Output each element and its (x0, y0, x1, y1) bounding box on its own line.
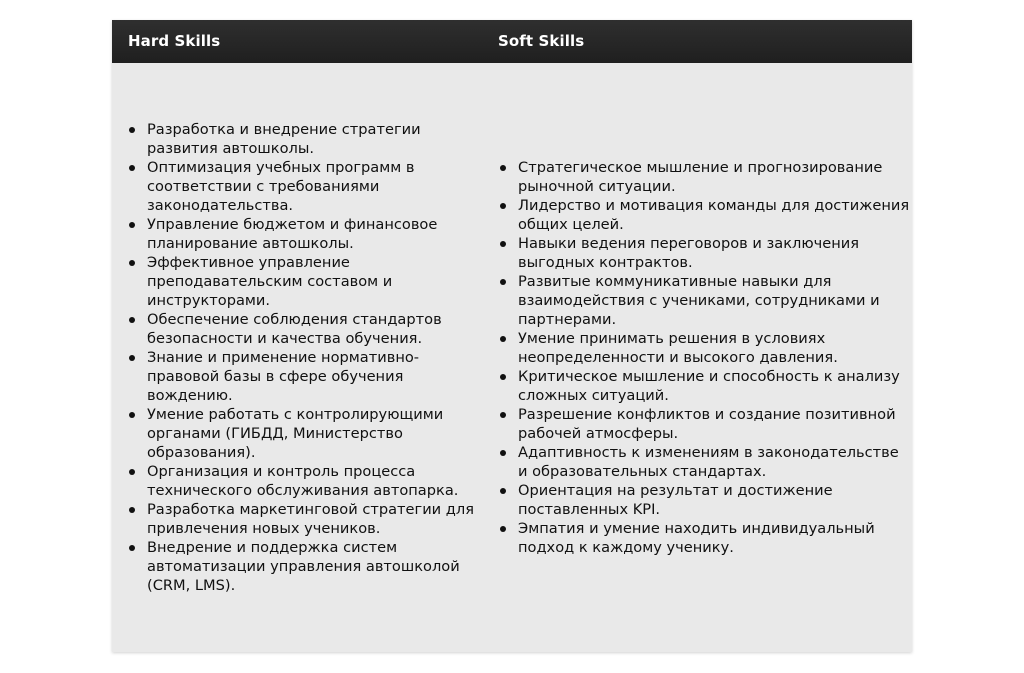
soft-skills-column (482, 63, 912, 652)
list-item: Умение принимать решения в условиях неопределенности и высокого давления. (518, 329, 912, 367)
list-item: Оптимизация учебных программ в соответствии с требованиями законодательства. (147, 158, 482, 215)
soft-skills-list (482, 158, 912, 557)
list-item: Знание и применение нормативно-правовой базы в сфере обучения вождению. (147, 348, 482, 405)
list-item: Организация и контроль процесса технического обслуживания автопарка. (147, 462, 482, 500)
hard-skills-list (112, 120, 482, 595)
soft-skills-heading: Soft Skills (498, 32, 585, 50)
list-item: Стратегическое мышление и прогнозирование рыночной ситуации. (518, 158, 912, 196)
list-item: Ориентация на результат и достижение поставленных KPI. (518, 481, 912, 519)
list-item: Внедрение и поддержка систем автоматизации управления автошколой (CRM, LMS). (147, 538, 482, 595)
hard-skills-column (112, 63, 482, 652)
skills-table (112, 20, 912, 652)
list-item: Управление бюджетом и финансовое планирование автошколы. (147, 215, 482, 253)
list-item: Обеспечение соблюдения стандартов безопасности и качества обучения. (147, 310, 482, 348)
list-item: Лидерство и мотивация команды для достижения общих целей. (518, 196, 912, 234)
list-item: Эффективное управление преподавательским составом и инструкторами. (147, 253, 482, 310)
list-item: Критическое мышление и способность к анализу сложных ситуаций. (518, 367, 912, 405)
hard-skills-heading: Hard Skills (128, 32, 221, 50)
list-item: Адаптивность к изменениям в законодательстве и образовательных стандартах. (518, 443, 912, 481)
list-item: Навыки ведения переговоров и заключения выгодных контрактов. (518, 234, 912, 272)
list-item: Разработка маркетинговой стратегии для привлечения новых учеников. (147, 500, 482, 538)
list-item: Развитые коммуникативные навыки для взаимодействия с учениками, сотрудниками и партнерами. (518, 272, 912, 329)
list-item: Эмпатия и умение находить индивидуальный подход к каждому ученику. (518, 519, 912, 557)
list-item: Разрешение конфликтов и создание позитивной рабочей атмосферы. (518, 405, 912, 443)
list-item: Умение работать с контролирующими органами (ГИБДД, Министерство образования). (147, 405, 482, 462)
list-item: Разработка и внедрение стратегии развития автошколы. (147, 120, 482, 158)
table-header (112, 20, 912, 63)
